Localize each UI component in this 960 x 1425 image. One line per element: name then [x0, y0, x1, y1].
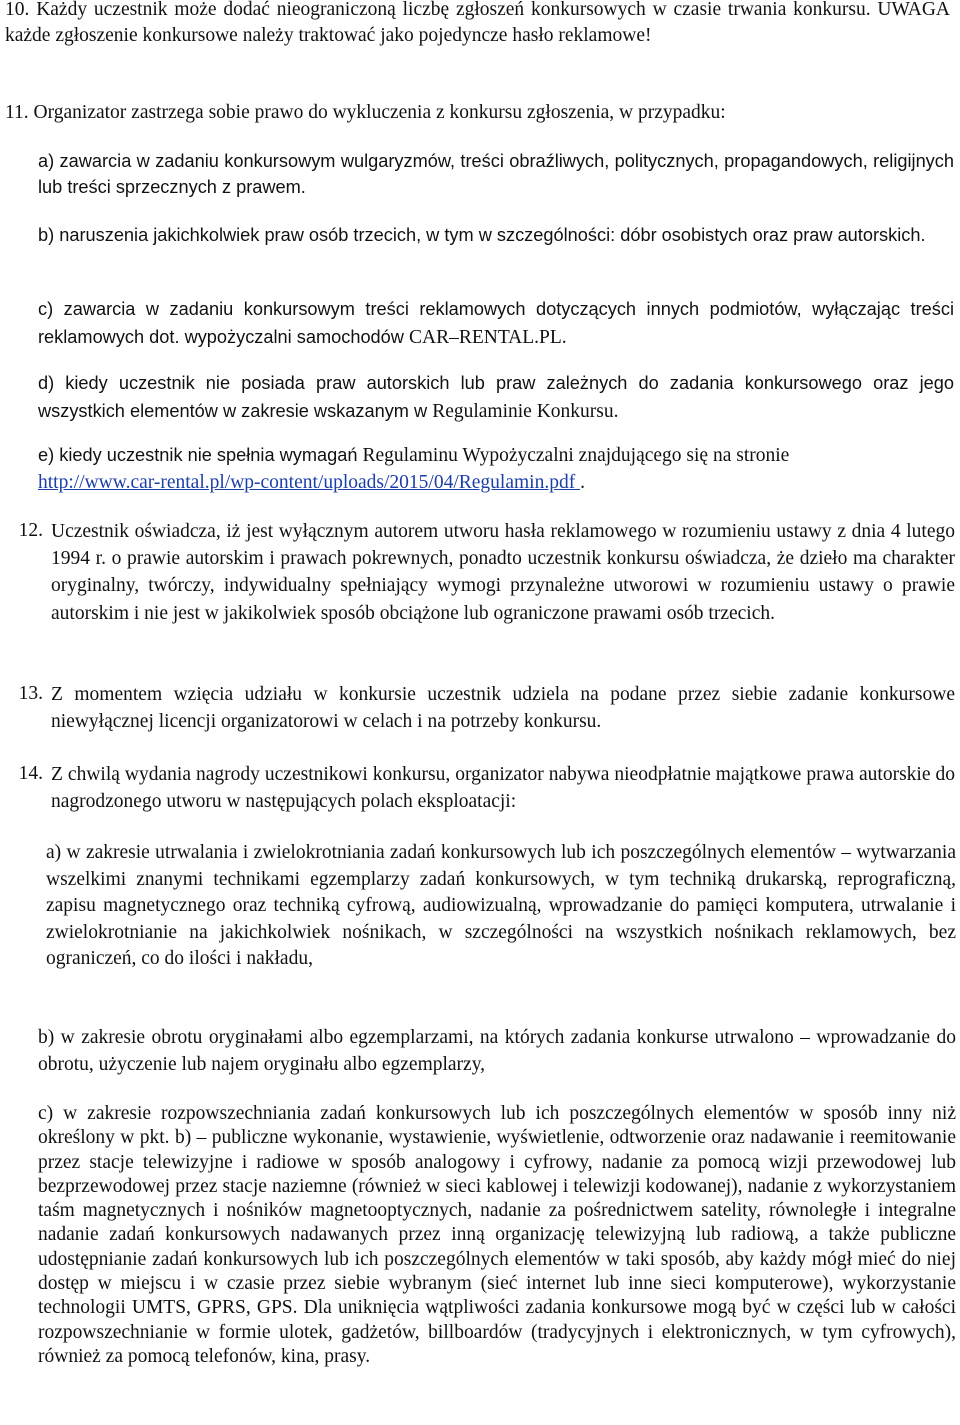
paragraph-12-number: 12.: [18, 520, 43, 541]
paragraph-11-item-e: [38, 442, 954, 497]
paragraph-14: [5, 761, 955, 815]
paragraph-13-body: Z momentem wzięcia udziału w konkursie uczestnik udziela na podane przez siebie zadanie konkursowe niewyłącznej licencji organizatorowi w celach i na potrzeby konkursu.: [51, 684, 955, 732]
paragraph-11-item-c-brand: CAR–RENTAL.PL.: [408, 327, 567, 348]
paragraph-14-item-b: b) w zakresie obrotu oryginałami albo egzemplarzami, na których zadania konkurse utrwalono – wprowadzanie do obrotu, użyczenie lub najem oryginału albo egzemplarzy,: [38, 1027, 956, 1075]
paragraph-14-item-c: c) w zakresie rozpowszechniania zadań konkursowych lub ich poszczególnych elementów w sposób inny niż określony w pkt. b) – publiczne wykonanie, wystawienie, wyświetlenie, odtworzenie oraz nadawanie i reemitowanie przez stacje telewizyjne i radiowe w sposób analogowy i cyfrowy, nadanie za pomocą wizji przewodowej lub bezprzewodowej przez stacje naziemne (również w sieci kablowej i telewizji kodowanej), nadanie z wykorzystaniem taśm magnetycznych i nośników magnetooptycznych, nadanie za pośrednictwem satelity, równoległe i integralne nadanie zadań konkursowych nadawanych przez inną organizację telewizyjną lub radiową, a także publiczne udostępnianie zadań konkursowych lub ich poszczególnych elementów w taki sposób, aby każdy mógł mieć do niej dostęp w miejscu i w czasie przez siebie wybranym (sieć internet lub inne sieci komputerowe), wykorzystanie technologii UMTS, GPRS, GPS. Dla uniknięcia wątpliwości zadania konkursowe mogą być w części lub w całości rozpowszechnianie w formie ulotek, gadżetów, billboardów (tradycyjnych i elektronicznych, w tym cyfrowych), również za pomocą telefonów, kina, prasy.: [38, 1103, 956, 1367]
paragraph-10-text: [5, 0, 950, 49]
paragraph-11-item-e-text: e) kiedy uczestnik nie spełnia wymagań: [38, 445, 363, 465]
paragraph-11-item-d: [38, 370, 954, 426]
paragraph-14-number: 14.: [18, 763, 43, 784]
paragraph-11-text: [5, 100, 950, 126]
paragraph-10: [5, 0, 950, 49]
paragraph-13-number: 13.: [18, 683, 43, 704]
paragraph-11-body: Organizator zastrzega sobie prawo do wykluczenia z konkursu zgłoszenia, w przypadku:: [33, 102, 726, 123]
paragraph-14-body: Z chwilą wydania nagrody uczestnikowi konkursu, organizator nabywa nieodpłatnie majątkowe prawa autorskie do nagrodzonego utworu w następujących polach eksploatacji:: [51, 764, 955, 812]
paragraph-11: [5, 100, 950, 126]
paragraph-11-number: 11.: [5, 102, 29, 123]
paragraph-13: [5, 681, 955, 735]
paragraph-12: [5, 518, 955, 627]
paragraph-11-item-d-text: d) kiedy uczestnik nie posiada praw autorskich lub praw zależnych do zadania konkursowego oraz jego wszystkich elementów w zakresie wskazanym w: [38, 373, 954, 421]
paragraph-14-item-a: a) w zakresie utrwalania i zwielokrotniania zadań konkursowych lub ich poszczególnych elementów – wytwarzania wszelkimi znanymi technikami egzemplarzy zadań konkursowych, w tym techniką drukarską, reprograficzną, zapisu magnetycznego oraz techniką cyfrową, audiowizualną, wprowadzanie do pamięci komputera, utrwalanie i zwielokrotnianie na jakichkolwiek nośnikach, w szczególności na wszystkich nośnikach reklamowych, bez ograniczeń, co do ilości i nakładu,: [46, 842, 956, 969]
paragraph-11-item-c-text: c) zawarcia w zadaniu konkursowym treści reklamowych dotyczących innych podmiotów, wyłączając treści reklamowych dot. wypożyczalni samochodów: [38, 299, 954, 347]
paragraph-11-item-b: b) naruszenia jakichkolwiek praw osób trzecich, w tym w szczególności: dóbr osobistych oraz praw autorskich.: [38, 225, 926, 245]
paragraph-10-number: 10.: [5, 0, 30, 20]
paragraph-12-body: Uczestnik oświadcza, iż jest wyłącznym autorem utworu hasła reklamowego w rozumieniu ustawy z dnia 4 lutego 1994 r. o prawie autorskim i prawach pokrewnych, ponadto uczestnik konkursu oświadcza, że dzieło ma charakter oryginalny, twórczy, indywidualny spełniający wymogi przynależne utworowi w rozumieniu ustawy o prawie autorskim i nie jest w jakikolwiek sposób obciążone lub ograniczone prawami osób trzecich.: [51, 521, 955, 624]
paragraph-11-item-c: [38, 296, 954, 352]
paragraph-10-body: Każdy uczestnik może dodać nieograniczoną liczbę zgłoszeń konkursowych w czasie trwania konkursu. UWAGA każde zgłoszenie konkursowe należy traktować jako pojedyncze hasło reklamowe!: [5, 0, 951, 46]
paragraph-11-item-e-rules: Regulaminu Wypożyczalni znajdującego się na stronie: [362, 445, 790, 466]
paragraph-11-item-e-end: .: [580, 472, 585, 493]
paragraph-11-item-d-rules: Regulaminie Konkursu.: [432, 401, 619, 422]
regulamin-pdf-link[interactable]: http://www.car-rental.pl/wp-content/uploads/2015/04/Regulamin.pdf: [38, 472, 581, 493]
paragraph-11-item-a: a) zawarcia w zadaniu konkursowym wulgaryzmów, treści obraźliwych, politycznych, propagandowych, religijnych lub treści sprzecznych z prawem.: [38, 151, 954, 197]
